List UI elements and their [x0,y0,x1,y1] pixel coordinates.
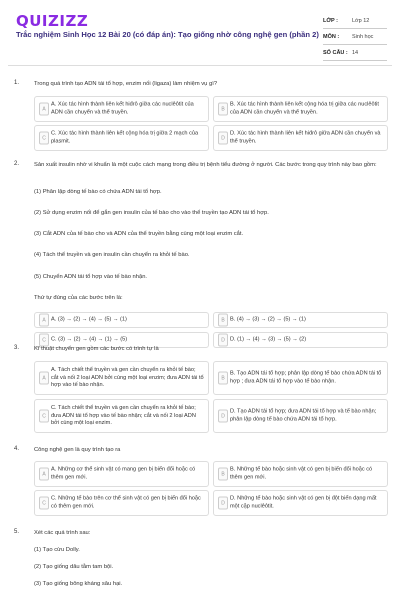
question-line: Thứ tự đúng của các bước trên là: [34,295,123,301]
option-text: B. (4) → (3) → (2) → (5) → (1) [230,316,306,323]
option-d[interactable] [213,125,388,151]
question-number: 4. [14,446,20,452]
header [0,0,400,64]
option-letter: B [218,468,228,481]
option-b[interactable] [213,312,388,328]
quizizz-logo: QUIZIZZ [16,12,89,30]
question-number: 2. [14,161,20,167]
question-number: 3. [14,345,20,351]
option-text: B. Những tế bào hoặc sinh vật có gen bị biến đổi hoặc có thêm gen mới. [230,466,373,480]
option-letter: C [39,410,49,423]
option-text: A. Xúc tác hình thành liên kết hiđrô giữa các nuclêôtit của ADN cần chuyển và thể truyền. [51,101,194,115]
option-letter: C [39,132,49,145]
option-letter: C [39,334,49,347]
option-text: C. Tách chiết thể truyền và gen cần chuyển ra khỏi tế bào; đưa ADN tái tổ hợp vào tế bào nhận; cắt và nối 2 loại ADN bởi cùng một loại enzim. [51,404,196,426]
option-a[interactable] [34,312,209,328]
option-text: C. (3) → (2) → (4) → (1) → (5) [51,336,128,343]
option-letter: A [39,372,49,385]
option-letter: A [39,468,49,481]
option-text: A. Những cơ thể sinh vật có mang gen bị biến đổi hoặc có thêm gen mới. [51,466,196,480]
option-letter: D [218,132,228,145]
option-a[interactable] [34,361,209,395]
meta-row-subject [323,29,387,45]
question-text: Trong quá trình tạo ADN tái tổ hợp, enzim nối (ligaza) làm nhiệm vụ gì? [34,81,218,87]
option-a[interactable] [34,96,209,122]
header-divider [8,65,392,66]
option-c[interactable] [34,399,209,433]
question-text: Xét các quá trình sau: [34,530,91,536]
question-line: (5) Chuyển ADN tái tổ hợp vào tế bào nhận. [34,274,148,280]
question-line: (3) Tạo giống bông kháng sâu hại. [34,581,123,587]
option-c[interactable] [34,125,209,151]
meta-value: Lớp 12 [352,17,370,24]
option-letter: A [39,103,49,116]
option-text: B. Tạo ADN tái tổ hợp; phân lập dòng tế bào chứa ADN tái tổ hợp ; đưa ADN tái tổ hợp vào tế bào nhận. [230,370,382,384]
meta-row-count [323,45,387,61]
question-line: (1) Phân lập dòng tế bào có chứa ADN tái tổ hợp. [34,189,162,195]
option-a[interactable] [34,461,209,487]
option-b[interactable] [213,96,388,122]
option-letter: C [39,497,49,510]
option-text: D. Những tế bào hoặc sinh vật có gen bị đột biến dạng mất một cặp nuclêôtit. [230,495,377,509]
meta-value: Sinh học [352,33,374,40]
question-text: Sản xuất insulin nhờ vi khuẩn là một cuộc cách mạng trong điều trị bệnh tiểu đường ở người. Các bước trong quy trình này bao gồm: [34,162,377,168]
question-text: Kĩ thuật chuyển gen gồm các bước có trình tự là [34,346,159,352]
option-letter: D [218,334,228,347]
option-text: D. (1) → (4) → (3) → (5) → (2) [230,336,307,343]
option-letter: B [218,314,228,327]
meta-key: MÔN : [323,33,340,40]
question-number: 5. [14,529,20,535]
option-letter: D [218,497,228,510]
meta-key: LỚP : [323,17,338,24]
question-text: Công nghệ gen là quy trình tạo ra [34,447,121,453]
question-number: 1. [14,80,20,86]
option-letter: A [39,314,49,327]
page-title: Trắc nghiệm Sinh Học 12 Bài 20 (có đáp án): Tạo giống nhờ công nghệ gen (phần 2) [16,30,319,39]
option-text: A. (3) → (2) → (4) → (5) → (1) [51,316,127,323]
question-line: (2) Sử dụng enzim nối để gắn gen insulin của tế bào cho vào thể truyền tạo ADN tái tổ hợp. [34,210,269,216]
meta-row-class [323,13,387,29]
option-text: C. Xúc tác hình thành liên kết cộng hóa trị giữa 2 mạch của plasmit. [51,130,199,144]
option-c[interactable] [34,490,209,516]
option-text: D. Tạo ADN tái tổ hợp; đưa ADN tái tổ hợp và tế bào nhận; phân lập dòng tế bào chứa ADN tái tổ hợp. [230,408,377,422]
meta-table [323,13,387,61]
option-text: B. Xúc tác hình thành liên kết cộng hóa trị giữa các nuclêôtit của ADN cần chuyển và thể truyền. [230,101,379,115]
option-text: C. Những tế bào trên cơ thể sinh vật có gen bị biến đổi hoặc có thêm gen mới. [51,495,201,509]
option-letter: B [218,372,228,385]
option-letter: D [218,410,228,423]
question-line: (2) Tạo giống dâu tằm tam bội. [34,564,114,570]
question-line: (4) Tách thể truyền và gen insulin cần chuyển ra khỏi tế bào. [34,252,190,258]
option-text: A. Tách chiết thể truyền và gen cần chuyển ra khỏi tế bào; cắt và nối 2 loại ADN bởi cùng một loại enzim; đưa ADN tái tổ hợp vào tế bào nhận. [51,366,204,388]
meta-value: 14 [352,49,359,56]
option-letter: B [218,103,228,116]
question-line: (3) Cắt ADN của tế bào cho và ADN của thể truyền bằng cùng một loại enzim cắt. [34,231,244,237]
option-text: D. Xúc tác hình thành liên kết hiđrô giữa ADN cần chuyển và thể truyền. [230,130,381,144]
option-d[interactable] [213,399,388,433]
question-line: (1) Tạo cừu Dolly. [34,547,80,553]
option-b[interactable] [213,361,388,395]
meta-key: SỐ CÂU : [323,49,348,56]
option-b[interactable] [213,461,388,487]
option-d[interactable] [213,490,388,516]
